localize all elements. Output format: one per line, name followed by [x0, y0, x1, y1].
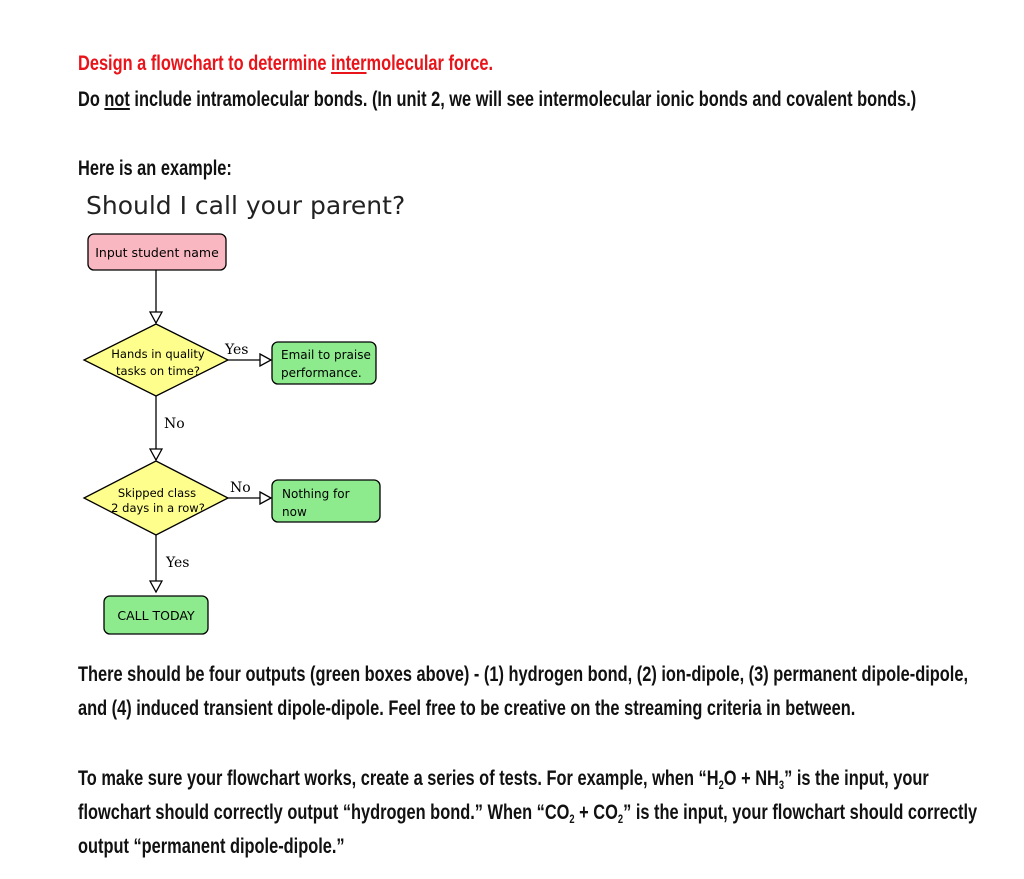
instruction-underlined-word: not: [104, 88, 130, 111]
output1-line2: performance.: [281, 366, 362, 380]
output2-line2: now: [282, 505, 307, 519]
output1-line1: Email to praise: [281, 348, 371, 362]
tests-paragraph-line2: flowchart should correctly output “hydrogen bond.” When “$CO_2 + CO_2$” is the input, your flowchart should correctly: [78, 801, 978, 826]
tests-paragraph-line1: To make sure your flowchart works, create a series of tests. For example, when “$H_2O + NH_3$” is the input, your: [78, 767, 929, 792]
outputs-paragraph-line2: and (4) induced transient dipole-dipole. Feel free to be creative on the streaming criteria in between.: [78, 697, 856, 720]
assignment-heading: Design a flowchart to determine intermolecular force.: [78, 52, 494, 75]
outputs-paragraph: [78, 658, 968, 726]
decision1-no-label: No: [164, 416, 185, 432]
instruction-line: Do not include intramolecular bonds. (In unit 2, we will see intermolecular ionic bonds and covalent bonds.): [78, 88, 917, 111]
example-label: Here is an example:: [78, 157, 232, 180]
flowchart-title: Should I call your parent?: [86, 191, 406, 220]
decision1-line1: Hands in quality: [111, 347, 205, 361]
decision1-line2: tasks on time?: [116, 364, 200, 378]
output3-label: CALL TODAY: [117, 608, 195, 623]
tests-paragraph: [78, 762, 977, 864]
example-flowchart: [78, 184, 408, 644]
tests-paragraph-line3: output “permanent dipole-dipole.”: [78, 835, 345, 858]
input-box-label: Input student name: [95, 245, 219, 260]
decision2-line2: 2 days in a row?: [111, 501, 205, 515]
output2-line1: Nothing for: [282, 487, 350, 501]
heading-underlined-word: inter: [331, 52, 367, 75]
decision2-no-label: No: [230, 480, 251, 496]
decision1-yes-label: Yes: [225, 342, 249, 358]
outputs-paragraph-line1: There should be four outputs (green boxes above) - (1) hydrogen bond, (2) ion-dipole, (3) permanent dipole-dipole,: [78, 663, 969, 686]
decision2-line1: Skipped class: [117, 486, 197, 500]
decision2-yes-label: Yes: [166, 555, 190, 571]
